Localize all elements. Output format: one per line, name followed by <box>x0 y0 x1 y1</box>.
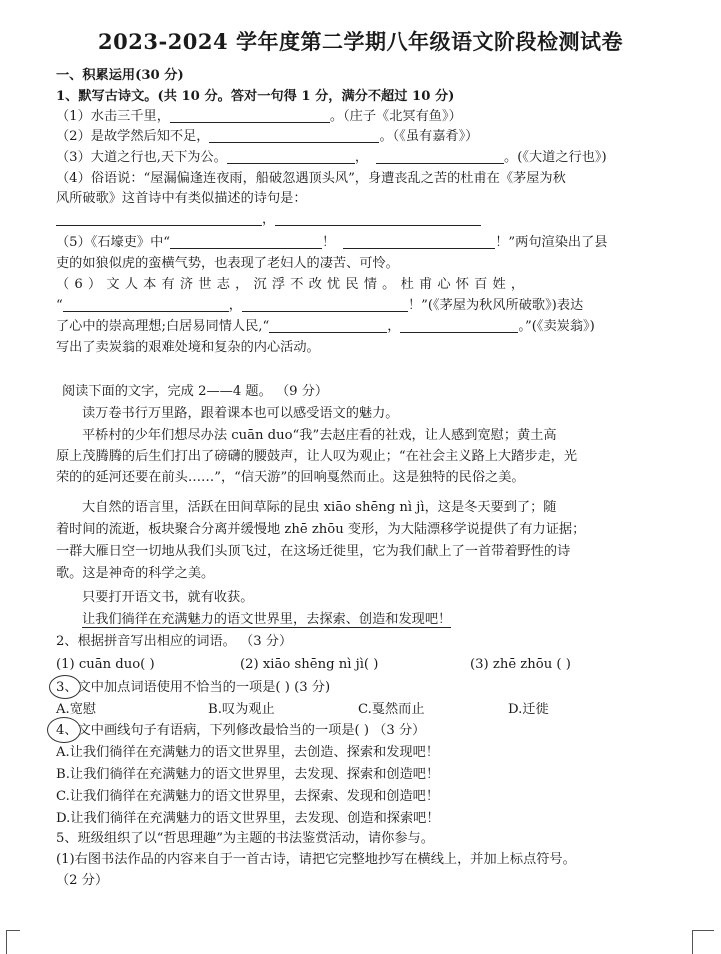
section-heading: 一、积累运用(30 分) <box>56 68 184 83</box>
q2-a: (1) cuān duo( ) <box>56 657 155 672</box>
q1-item-3: （3）大道之行也,天下为公。 ， 。(《大道之行也》) <box>56 150 607 165</box>
answer-blank[interactable] <box>343 234 495 249</box>
q4-option-a[interactable]: A.让我们徜徉在充满魅力的语文世界里，去创造、探索和发现吧！ <box>56 745 439 760</box>
q1-item-5-line2: 吏的如狼似虎的蛮横气势，也表现了老妇人的凄苦、可怜。 <box>56 256 399 271</box>
q2-c: (3) zhē zhōu ( ) <box>470 657 571 672</box>
q1-item-6-line2: 了心中的崇高理想;白居易同情人民,“ ， 。”(《卖炭翁》) <box>56 319 595 334</box>
answer-blank[interactable] <box>170 234 322 249</box>
q2-stem: 2、根据拼音写出相应的词语。 （3 分） <box>56 634 293 649</box>
passage-p2-line3: 荣的的延河还要在前头……”，“信天游”的回响戛然而止。这是独特的民俗之美。 <box>56 470 525 485</box>
page-title: 2023-2024 学年度第二学期八年级语文阶段检测试卷 <box>98 29 623 54</box>
q1-item-4-blanks: ， <box>56 211 481 229</box>
q1-stem: 1、默写古诗文。(共 10 分。答对一句得 1 分，满分不超过 10 分) <box>56 89 455 104</box>
q3-option-b[interactable]: B.叹为观止 <box>208 702 275 717</box>
crop-mark <box>6 930 25 954</box>
q3-option-d[interactable]: D.迁徙 <box>508 702 549 717</box>
crop-mark <box>692 930 693 954</box>
reading-intro: 阅读下面的文字，完成 2——4 题。 （9 分） <box>62 384 329 399</box>
passage-p3-line2: 着时间的流逝，板块聚合分离并缓慢地 zhē zhōu 变形，为大陆漂移学说提供了有力证据； <box>56 522 586 537</box>
passage-p3-line1: 大自然的语言里，活跃在田间草际的昆虫 xiāo shēng nì jì，这是冬天要到了；随 <box>82 500 557 515</box>
q1-item-2: （2）是故学然后知不足， 。（《虽有嘉肴》） <box>56 129 479 144</box>
answer-blank[interactable] <box>56 211 262 226</box>
passage-p3-line4: 歌。这是神奇的科学之美。 <box>56 566 215 581</box>
q1-item-1: （1）水击三千里， 。（庄子《北冥有鱼》） <box>56 109 462 124</box>
answer-blank[interactable] <box>376 149 504 164</box>
q4-option-d[interactable]: D.让我们徜徉在充满魅力的语文世界里，去发现、创造和探索吧！ <box>56 811 440 826</box>
answer-blank[interactable] <box>242 297 408 312</box>
passage-p3-line3: 一群大雁日空一切地从我们头顶飞过，在这场迁徙里，它为我们献上了一首带着野性的诗 <box>56 544 571 559</box>
q5-score: （2 分） <box>56 873 109 888</box>
answer-blank[interactable] <box>170 108 330 123</box>
q1-item-6-line3: 写出了卖炭翁的艰难处境和复杂的内心活动。 <box>56 340 320 355</box>
answer-blank[interactable] <box>275 211 481 226</box>
q4-option-b[interactable]: B.让我们徜徉在充满魅力的语文世界里，去发现、探索和创造吧！ <box>56 767 440 782</box>
q1-item-6-blanks: “ ， ！”(《茅屋为秋风所破歌》)表达 <box>56 298 584 313</box>
crop-mark <box>692 930 714 931</box>
passage-p1: 读万卷书行万里路，跟着课本也可以感受语文的魅力。 <box>82 406 399 421</box>
passage-p2-line2: 原上茂腾腾的后生们打出了磅礴的腰鼓声，让人叹为观止；“在社会主义路上大踏步走，光 <box>56 449 578 464</box>
passage-p4: 只要打开语文书，就有收获。 <box>82 590 254 605</box>
answer-blank[interactable] <box>400 318 518 333</box>
q1-item-4-line2: 风所破歌》这首诗中有类似描述的诗句是： <box>56 191 307 206</box>
passage-p2-line1: 平桥村的少年们想尽办法 cuān duo“我”去赵庄看的社戏，让人感到宽慰；黄土高 <box>82 428 557 443</box>
q3-option-a[interactable]: A.宽慰 <box>56 702 97 717</box>
q1-item-5: （5）《石壕吏》中“ ！ ！”两句渲染出了县 <box>56 235 608 250</box>
q5-sub1: (1)右图书法作品的内容来自于一首古诗，请把它完整地抄写在横线上，并加上标点符号。 <box>56 852 576 867</box>
crop-mark <box>6 930 20 931</box>
q1-item-6-line1: （6）文人本有济世志，沉浮不改忧民情。杜甫心怀百姓， <box>56 277 530 292</box>
answer-blank[interactable] <box>269 318 387 333</box>
q3-stem: 3、文中加点词语使用不恰当的一项是( ) (3 分) <box>56 680 331 695</box>
q4-option-c[interactable]: C.让我们徜徉在充满魅力的语文世界里，去探索、发现和创造吧！ <box>56 789 440 804</box>
q5-stem: 5、班级组织了以“哲思理趣”为主题的书法鉴赏活动，请你参与。 <box>56 831 434 846</box>
answer-blank[interactable] <box>63 297 229 312</box>
q4-stem: 4、文中画线句子有语病，下列修改最恰当的一项是( ) （3 分） <box>56 723 426 738</box>
answer-blank[interactable] <box>227 149 355 164</box>
passage-p5-underlined: 让我们徜徉在充满魅力的语文世界里，去探索、创造和发现吧！ <box>82 612 452 627</box>
q2-b: (2) xiāo shēng nì jì( ) <box>240 657 379 672</box>
answer-blank[interactable] <box>209 128 379 143</box>
q3-option-c[interactable]: C.戛然而止 <box>358 702 425 717</box>
q1-item-4-line1: （4）俗语说：“屋漏偏逢连夜雨，船破忽遇顶头风”，身遭丧乱之苦的杜甫在《茅屋为秋 <box>56 171 566 186</box>
